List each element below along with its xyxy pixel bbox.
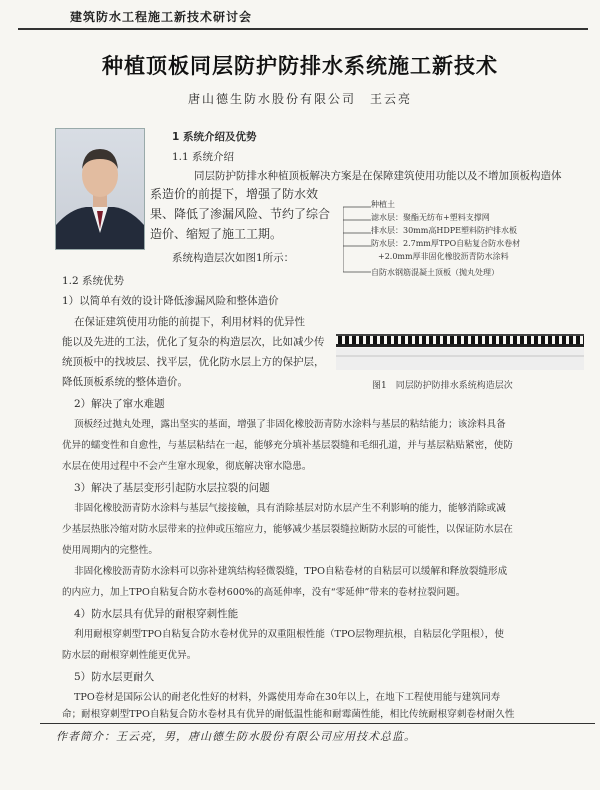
drainage-board-dimple (471, 336, 475, 344)
drainage-board-dimple (527, 336, 531, 344)
layer-cross-section-diagram (336, 326, 584, 370)
drainage-board-dimple (450, 336, 454, 344)
author-photo (55, 128, 145, 250)
author-byline: 唐山德生防水股份有限公司 王云亮 (187, 92, 412, 106)
drainage-board-dimple (534, 336, 538, 344)
paragraph-line: 利用耐根穿刺型TPO自粘复合防水卷材优异的双重阻根性能（TPO层物理抗根，自粘层化学阻根），使 (74, 629, 504, 640)
drainage-board-dimple (562, 336, 566, 344)
drainage-board-dimple (457, 336, 461, 344)
paragraph-line: 优异的蠕变性和自愈性，与基层粘结在一起，能够充分填补基层裂缝和毛细孔道，并与基层粘贴紧密，使防 (62, 440, 513, 451)
subsection-heading: 1.2 系统优势 (62, 275, 125, 287)
drainage-board-dimple (429, 336, 433, 344)
list-item-title: 3）解决了基层变形引起防水层拉裂的问题 (74, 482, 270, 494)
paragraph-line: 防水层的耐根穿刺性能更优异。 (62, 650, 197, 661)
drainage-board-dimple (436, 336, 440, 344)
figure-caption: 图1 同层防护防排水系统构造层次 (372, 381, 513, 391)
figure-layer-label: 防水层：2.7mm厚TPO自粘复合防水卷材 (371, 239, 521, 248)
footer-rule (40, 723, 595, 724)
drainage-board-dimple (373, 336, 377, 344)
paragraph-line: 使用周期内的完整性。 (62, 545, 158, 556)
drainage-board-dimple (548, 336, 552, 344)
drainage-board-dimple (345, 336, 349, 344)
running-header-title: 建筑防水工程施工新技术研讨会 (70, 10, 253, 24)
intro-line: 果、降低了渗漏风险、节约了综合 (150, 207, 331, 221)
figure-layer-label: 自防水钢筋混凝土顶板（抛丸处理） (371, 268, 499, 277)
drainage-board-dimple (387, 336, 391, 344)
drainage-board-dimple (422, 336, 426, 344)
drainage-board-dimple (485, 336, 489, 344)
paragraph-line: 统顶板中的找坡层、找平层，优化防水层上方的保护层， (62, 356, 325, 368)
paragraph-line: 在保证建筑使用功能的前提下，利用材料的优异性 (74, 316, 305, 328)
drainage-board-dimple (394, 336, 398, 344)
paragraph-line: 降低顶板系统的整体造价。 (62, 376, 188, 388)
intro-line: 系造价的前提下，增强了防水效 (150, 187, 319, 201)
drainage-board-dimple (506, 336, 510, 344)
drainage-board-dimple (541, 336, 545, 344)
drainage-board-dimple (513, 336, 517, 344)
article-title: 种植顶板同层防护防排水系统施工新技术 (102, 54, 498, 78)
author-bio-footnote: 作者简介：王云亮，男，唐山德生防水股份有限公司应用技术总监。 (56, 730, 416, 743)
running-header (18, 6, 588, 28)
paragraph-line: 少基层热胀冷缩对防水层带来的拉伸或压缩应力，能够减少基层裂缝拉断防水层的可能性，以保证防水层在 (62, 524, 513, 535)
intro-line: 同层防护防排水种植顶板解决方案是在保障建筑使用功能以及不增加顶板构造体 (194, 170, 562, 182)
paragraph-line: 顶板经过抛丸处理，露出坚实的基面，增强了非固化橡胶沥青防水涂料与基层的粘结能力；该涂料具备 (74, 419, 506, 430)
drainage-board-dimple (338, 336, 342, 344)
list-item-title: 2）解决了窜水难题 (74, 398, 165, 410)
drainage-board-dimple (569, 336, 573, 344)
drainage-board-dimple (499, 336, 503, 344)
paragraph-line: TPO卷材是国际公认的耐老化性好的材料，外露使用寿命在30年以上，在地下工程使用能与建筑同寿 (74, 692, 501, 703)
drainage-board-dimple (352, 336, 356, 344)
drainage-board-dimple (492, 336, 496, 344)
drainage-board-dimple (520, 336, 524, 344)
drainage-board-dimple (576, 336, 580, 344)
paragraph-line: 非固化橡胶沥青防水涂料可以弥补建筑结构轻微裂缝，TPO自粘卷材的自粘层可以缓解和释放裂缝形成 (74, 566, 508, 577)
paragraph-line: 能以及先进的工法，优化了复杂的构造层次，比如减少传 (62, 336, 325, 348)
figure-layer-label: 排水层：30mm高HDPE塑料防护排水板 (371, 226, 517, 235)
figure-leader-lines (343, 197, 373, 277)
subsection-heading: 1.1 系统介绍 (172, 151, 235, 163)
paragraph-line: 水层在使用过程中不会产生窜水现象，彻底解决窜水隐患。 (62, 461, 312, 472)
figure-layer-label: 种植土 (371, 200, 395, 209)
list-item-title: 4）防水层具有优异的耐根穿刺性能 (74, 608, 239, 620)
drainage-board-dimple (464, 336, 468, 344)
drainage-board-dimple (415, 336, 419, 344)
paragraph-line: 的内应力，加上TPO自粘复合防水卷材600%的高延伸率，没有“零延伸”带来的卷材拉裂问题。 (62, 587, 466, 598)
drainage-board-dimple (443, 336, 447, 344)
paragraph-line: 命；耐根穿刺型TPO自粘复合防水卷材具有优异的耐低温性能和耐霉菌性能，相比传统耐根穿刺卷材耐久性 (62, 709, 515, 720)
drainage-board-dimple (478, 336, 482, 344)
paragraph-line: 非固化橡胶沥青防水涂料与基层气接接触，具有消除基层对防水层产生不利影响的能力，能够消除或减 (74, 503, 506, 514)
intro-line: 造价、缩短了施工工期。 (150, 227, 283, 241)
drainage-board-dimple (583, 336, 584, 344)
list-item-title: 5）防水层更耐久 (74, 671, 155, 683)
drainage-board-dimple (359, 336, 363, 344)
figure-layer-label: 滤水层：聚酯无纺布+塑料支撑网 (371, 213, 490, 222)
drainage-board-dimple (380, 336, 384, 344)
drainage-board-dimple (401, 336, 405, 344)
section-heading: 1 系统介绍及优势 (172, 131, 257, 143)
drainage-board-dimple (366, 336, 370, 344)
intro-line: 系统构造层次如图1所示： (172, 252, 295, 264)
drainage-board-dimple (408, 336, 412, 344)
header-rule (18, 28, 588, 30)
figure-layer-label: +2.0mm厚非固化橡胶沥青防水涂料 (378, 252, 509, 261)
list-item-title: 1）以简单有效的设计降低渗漏风险和整体造价 (62, 295, 279, 307)
drainage-board-dimple (555, 336, 559, 344)
